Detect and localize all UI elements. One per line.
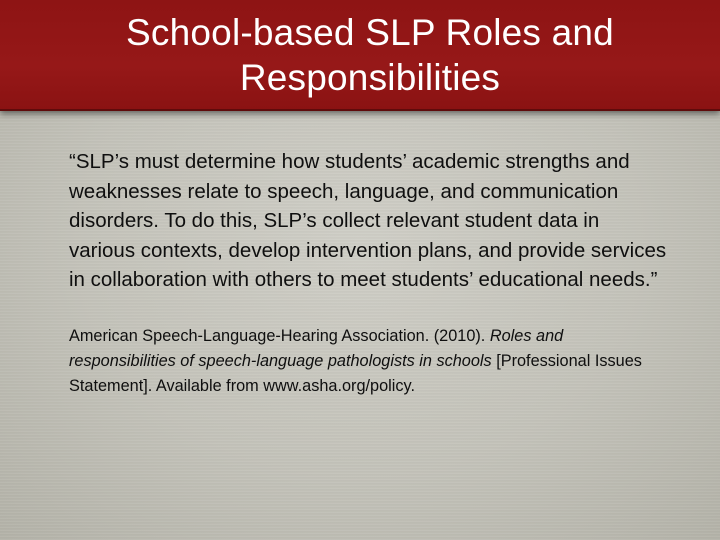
title-bar xyxy=(0,0,720,111)
slide-content xyxy=(69,147,669,399)
slide-title: School-based SLP Roles and Responsibilities xyxy=(126,12,614,98)
citation xyxy=(69,324,659,399)
citation-prefix: American Speech-Language-Hearing Association. (2010). xyxy=(69,326,490,345)
quote-text: “SLP’s must determine how students’ academic strengths and weaknesses relate to speech, language, and communication disorders. To do this, SLP’s collect relevant student data in various contexts, develop intervention plans, and provide services in collaboration with others to meet students’ educational needs.” xyxy=(69,150,667,291)
citation-title: Roles and responsibilities of speech-language pathologists in schools xyxy=(69,326,564,370)
citation-suffix: [Professional Issues Statement]. Available from www.asha.org/policy. xyxy=(69,351,642,395)
